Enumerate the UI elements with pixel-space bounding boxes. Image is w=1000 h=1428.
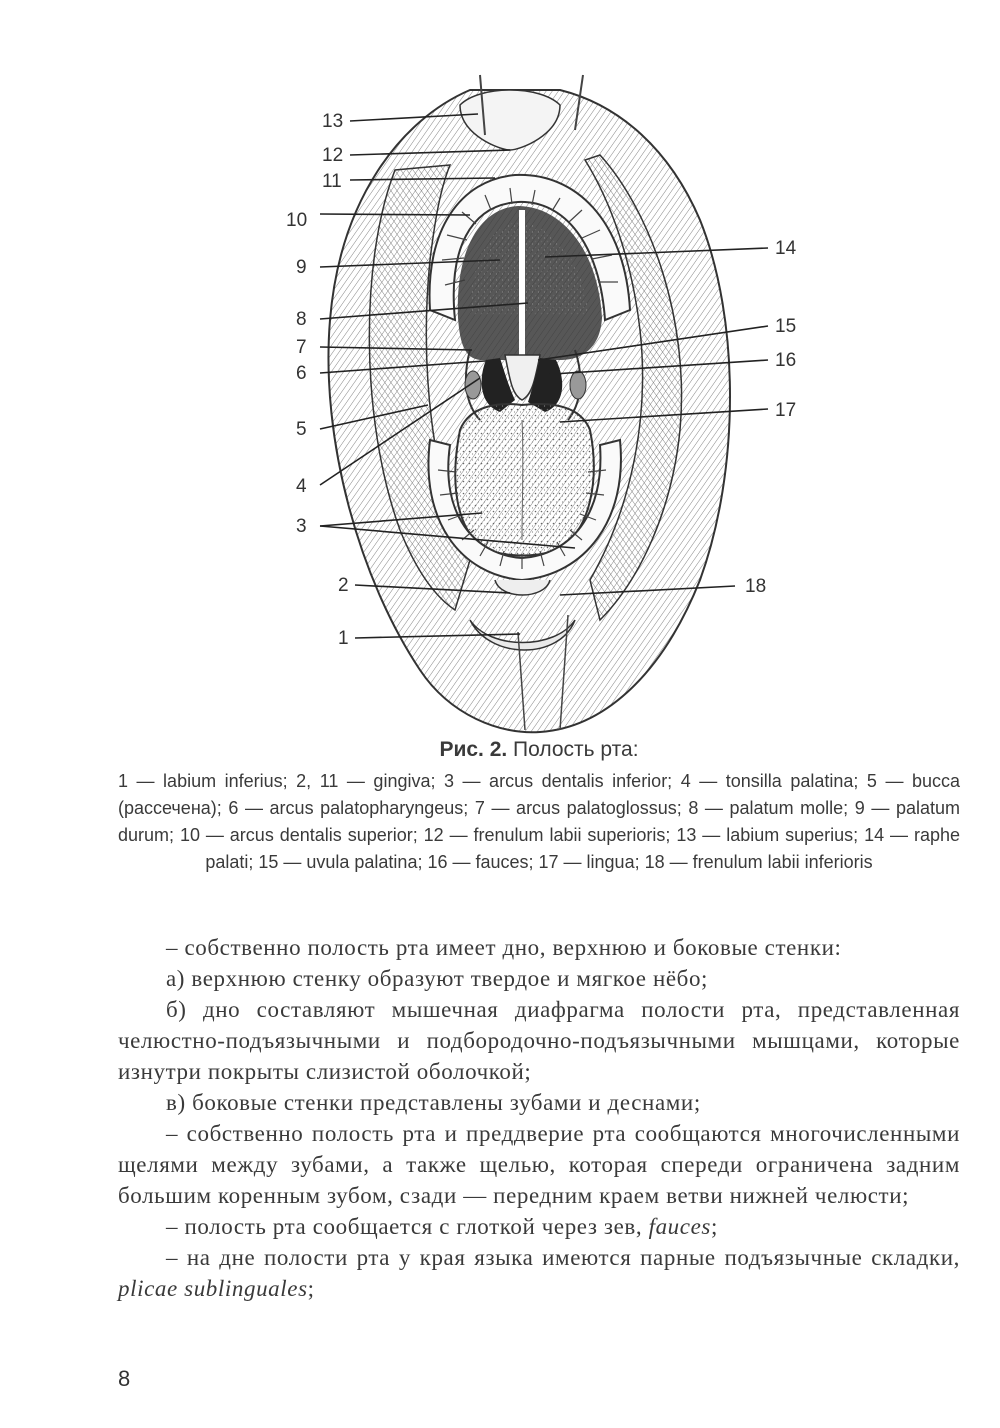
body-text <box>118 932 960 1304</box>
fig-label-3: 3 <box>296 516 307 537</box>
fig-label-11: 11 <box>322 171 342 192</box>
oral-cavity-illustration <box>0 60 1000 740</box>
fig-label-7: 7 <box>296 337 307 358</box>
page-number: 8 <box>118 1366 131 1391</box>
paragraph-3: б) дно составляют мышечная диафрагма полости рта, представленная челюстно-подъязычными и подбородочно-подъязычными мышцами, которые изнутри покрыты слизистой оболочкой; <box>118 997 960 1084</box>
paragraph-6-end: ; <box>710 1214 718 1239</box>
caption-figure-number: Рис. 2. <box>439 738 508 761</box>
paragraph-2: а) верхнюю стенку образуют твердое и мягкое нёбо; <box>166 966 709 991</box>
paragraph-7-text: – на дне полости рта у края языка имеются парные подъязычные складки, <box>166 1245 960 1270</box>
tonsil-left <box>465 371 481 399</box>
fig-label-5: 5 <box>296 419 307 440</box>
term-plicae-sublinguales: plicae sublinguales <box>118 1276 308 1301</box>
fig-label-9: 9 <box>296 257 307 278</box>
fig-label-8: 8 <box>296 309 307 330</box>
fig-label-13: 13 <box>322 111 344 132</box>
fig-label-2: 2 <box>338 575 349 596</box>
oral-cavity-figure <box>0 60 1000 740</box>
paragraph-4: в) боковые стенки представлены зубами и деснами; <box>166 1090 701 1115</box>
paragraph-7 <box>118 1242 960 1304</box>
fig-label-15: 15 <box>775 316 797 337</box>
term-fauces: fauces <box>648 1214 711 1239</box>
fig-label-16: 16 <box>775 350 797 371</box>
fig-label-10: 10 <box>286 210 308 231</box>
fig-label-12: 12 <box>322 145 344 166</box>
caption-figure-title: Полость рта: <box>507 738 639 761</box>
fig-label-1: 1 <box>338 628 349 649</box>
fig-label-17: 17 <box>775 400 797 421</box>
figure-caption <box>118 738 960 876</box>
paragraph-5: – собственно полость рта и преддверие рта сообщаются многочисленными щелями между зубами, а также щелью, которая спереди ограничена задним большим коренным зубом, сзади — передним краем ветви нижней челюсти; <box>118 1121 960 1208</box>
paragraph-1: – собственно полость рта имеет дно, верхнюю и боковые стенки: <box>166 935 842 960</box>
fig-label-14: 14 <box>775 238 797 259</box>
paragraph-6 <box>118 1211 960 1242</box>
paragraph-6-text: – полость рта сообщается с глоткой через зев, <box>166 1214 649 1239</box>
fig-label-6: 6 <box>296 363 307 384</box>
tonsil-right <box>570 371 586 399</box>
fig-label-4: 4 <box>296 476 307 497</box>
fig-label-18: 18 <box>745 576 767 597</box>
caption-legend: 1 — labium inferius; 2, 11 — gingiva; 3 — arcus dentalis inferior; 4 — tonsilla palatina; 5 — bucca (рассечена); 6 — arcus palatopharyngeus; 7 — arcus palatoglossus; 8 — palatum molle; 9 — palatum durum; 10 — arcus dentalis superior; 12 — frenulum labii superioris; 13 — labium superius; 14 — raphe palati; 15 — uvula palatina; 16 — fauces; 17 — lingua; 18 — frenulum labii inferioris <box>118 771 960 872</box>
paragraph-7-end: ; <box>307 1276 315 1301</box>
caption-title <box>118 738 960 762</box>
